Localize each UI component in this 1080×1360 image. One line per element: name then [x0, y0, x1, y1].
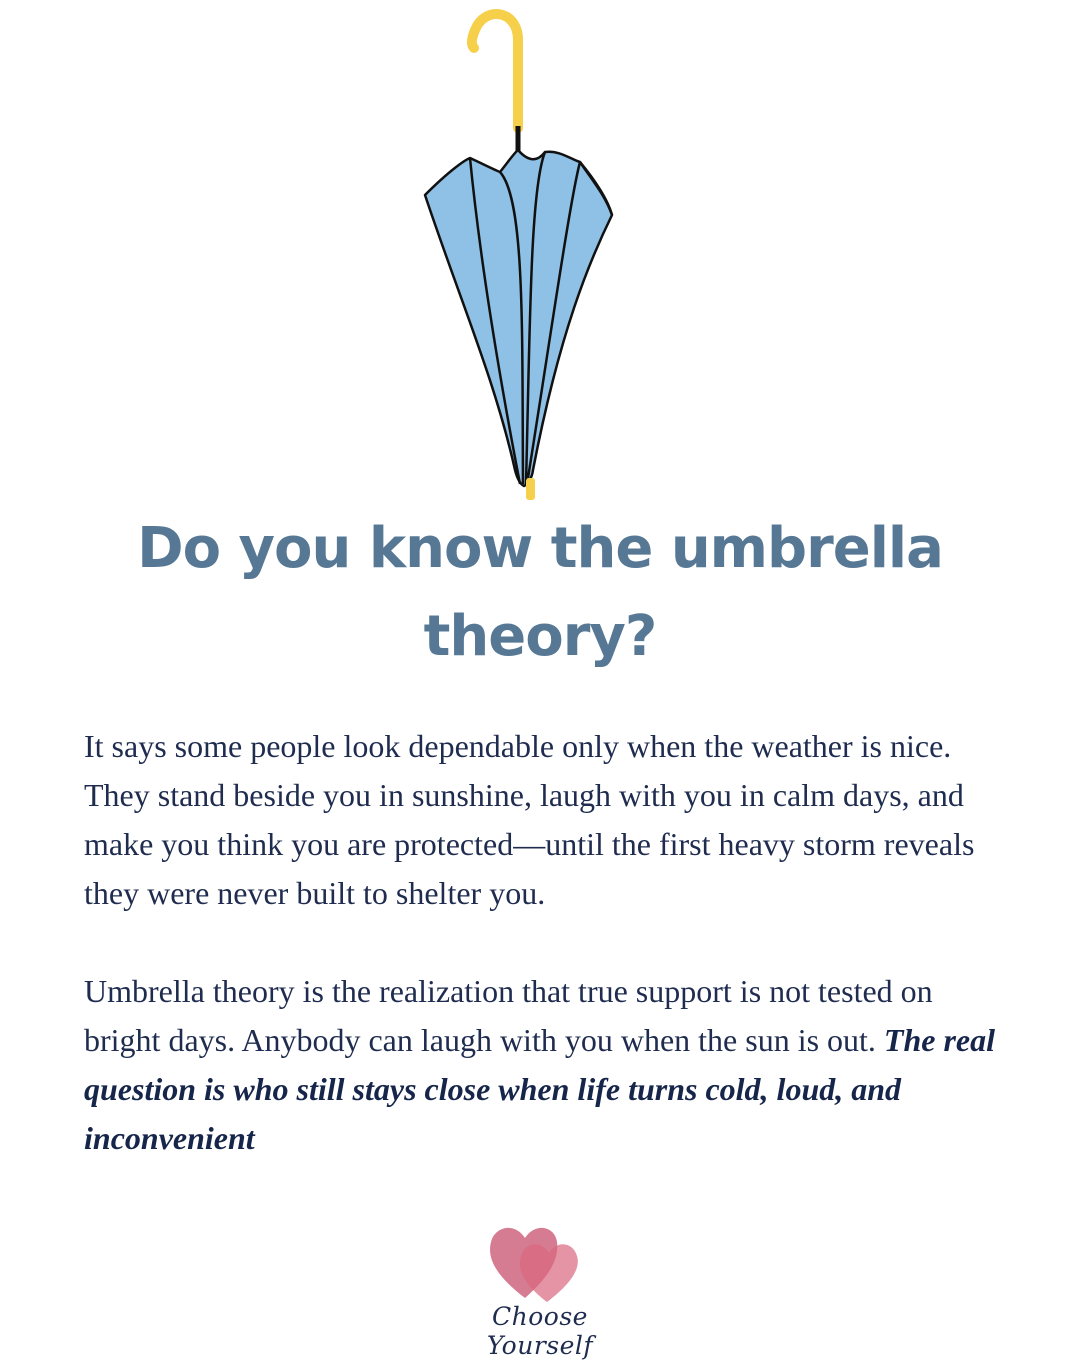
page-title: Do you know the umbrella theory? — [137, 516, 943, 669]
closed-umbrella-icon — [400, 0, 640, 510]
emphasis-text: The real question is who still stays close when life turns cold, loud, and inconvenient — [84, 1022, 996, 1156]
logo-text: Choose Yourself — [486, 1302, 594, 1360]
paragraph-second — [84, 967, 1004, 1163]
double-heart-icon — [485, 1220, 595, 1305]
umbrella-illustration — [400, 0, 640, 510]
body-text — [84, 722, 1004, 1163]
paragraph-second-text: Umbrella theory is the realization that true support is not tested on bright days. Anybody can laugh with you when the sun is out. — [84, 973, 933, 1058]
paragraph-first: It says some people look dependable only when the weather is nice. They stand beside you in sunshine, laugh with you in calm days, and make you think you are protected—until the first heavy storm reveals they were never built to shelter you. — [84, 728, 975, 911]
brand-logo — [440, 1220, 640, 1360]
